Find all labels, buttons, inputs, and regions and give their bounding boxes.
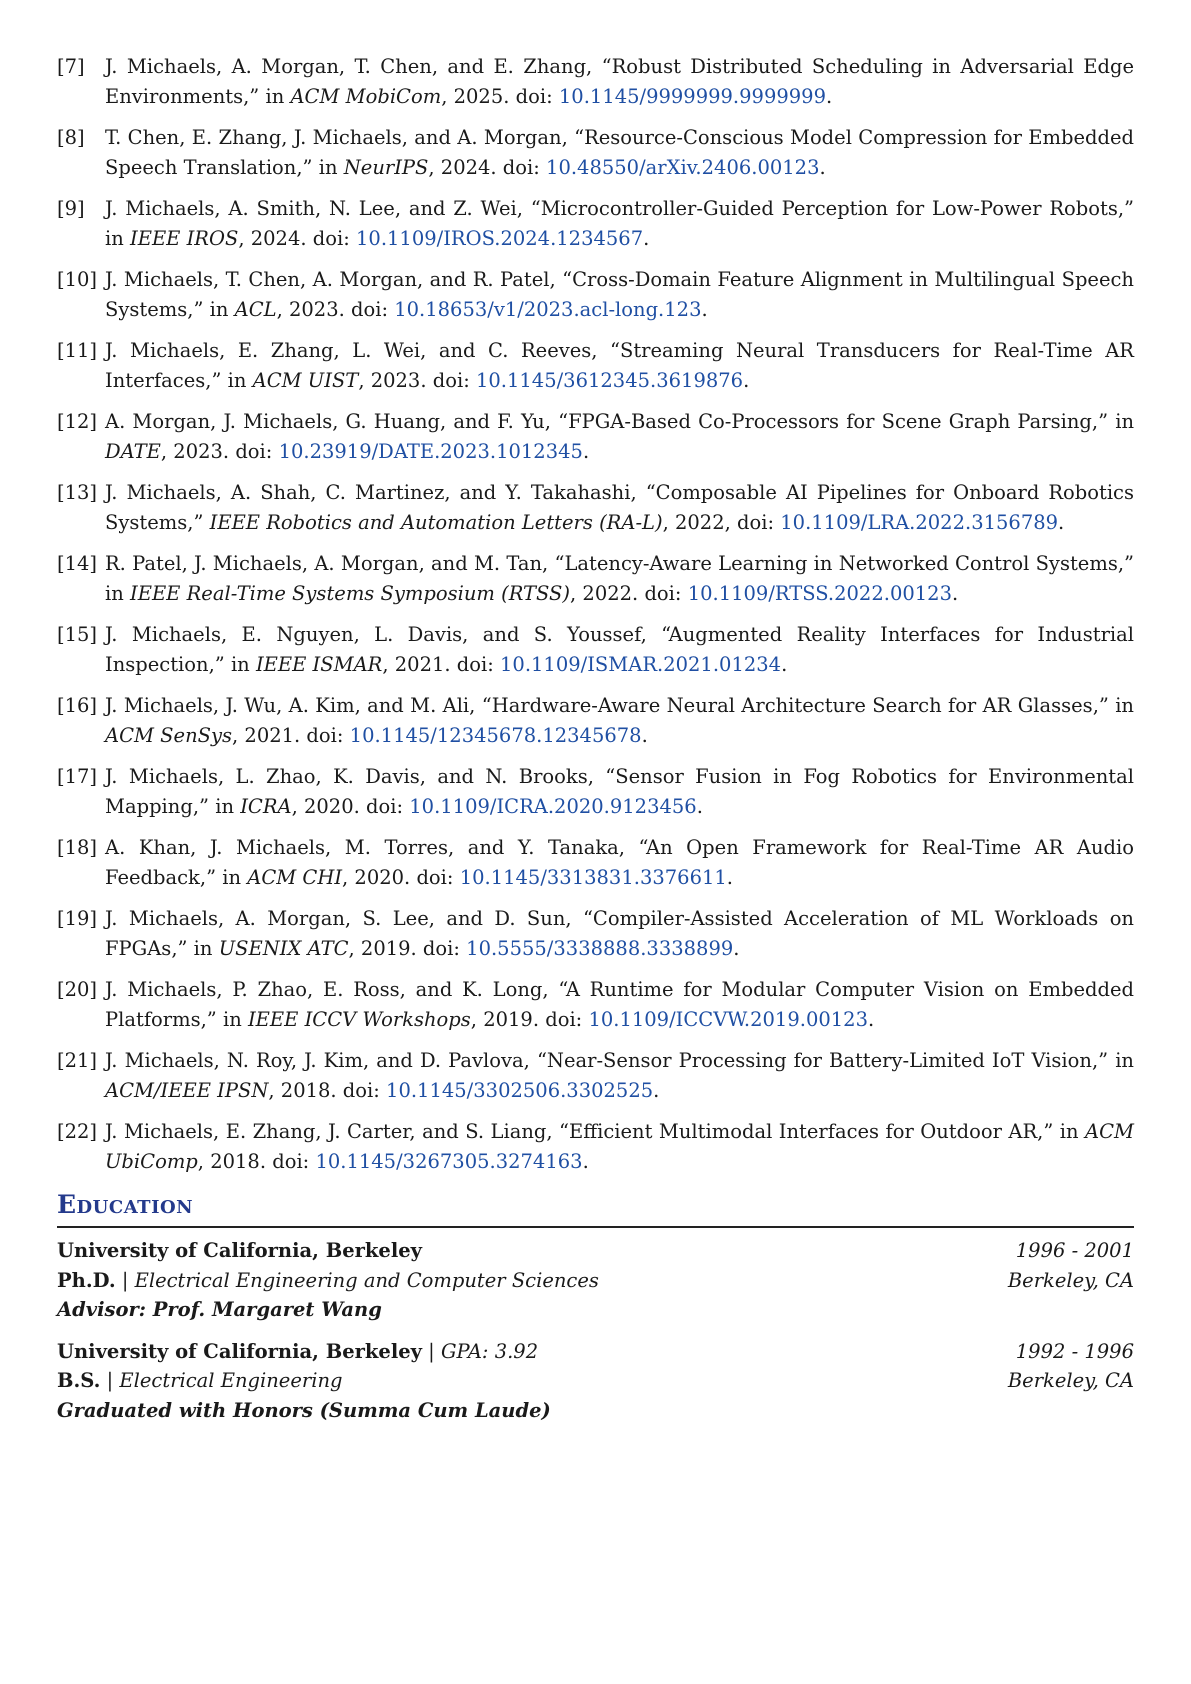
reference-end: . <box>643 226 650 250</box>
reference-text <box>105 1046 1134 1105</box>
reference-venue: ACL <box>234 297 277 321</box>
reference-item <box>57 833 1134 892</box>
reference-authors: J. Michaels, A. Morgan, T. Chen, and E. Zhang, <box>105 55 602 78</box>
reference-venue: IEEE Real-Time Systems Symposium (RTSS) <box>130 581 571 605</box>
reference-year: , 2023. doi: <box>160 439 279 463</box>
reference-number: [8] <box>57 126 85 149</box>
reference-authors: J. Michaels, T. Chen, A. Morgan, and R. Patel, <box>105 268 563 291</box>
doi-link[interactable]: 10.1109/RTSS.2022.00123 <box>687 581 952 605</box>
doi-link[interactable]: 10.1109/ICRA.2020.9123456 <box>409 794 697 818</box>
gpa: GPA: 3.92 <box>440 1339 539 1363</box>
doi-link[interactable]: 10.48550/arXiv.2406.00123 <box>546 155 820 179</box>
reference-venue: ACM CHI <box>247 865 343 889</box>
reference-year: , 2020. doi: <box>342 865 460 889</box>
reference-text <box>105 549 1134 608</box>
reference-title: “FPGA-Based Co-Processors for Scene Graph Parsing,” in <box>558 410 1134 433</box>
doi-link[interactable]: 10.1145/3267305.3274163 <box>315 1149 583 1173</box>
reference-number: [11] <box>57 339 98 362</box>
reference-title: “Cross-Domain Feature Alignment in Multilingual Speech Systems,” in <box>105 268 1134 321</box>
reference-end: . <box>582 439 590 463</box>
reference-text <box>105 1117 1134 1176</box>
reference-venue: ACM UIST <box>252 368 359 392</box>
reference-end: . <box>1058 510 1065 534</box>
reference-end: . <box>819 155 826 179</box>
reference-text <box>105 52 1134 111</box>
reference-year: , 2024. doi: <box>428 155 547 179</box>
reference-year: , 2025. doi: <box>441 84 559 108</box>
reference-venue: ICRA <box>240 794 292 818</box>
reference-year: , 2020. doi: <box>291 794 410 818</box>
reference-venue: ACM SenSys <box>105 723 233 747</box>
doi-link[interactable]: 10.1109/ICCVW.2019.00123 <box>588 1007 868 1031</box>
reference-authors: A. Morgan, J. Michaels, G. Huang, and F. Yu, <box>105 410 559 433</box>
reference-title: “Resource-Conscious Model Compression for Embedded Speech Translation,” in <box>105 126 1134 179</box>
doi-link[interactable]: 10.1145/12345678.12345678 <box>349 723 642 747</box>
reference-text <box>105 407 1134 466</box>
reference-year: , 2019. doi: <box>348 936 467 960</box>
doi-link[interactable]: 10.1109/IROS.2024.1234567 <box>356 226 644 250</box>
doi-link[interactable]: 10.23919/DATE.2023.1012345 <box>278 439 583 463</box>
education-list <box>57 1236 1134 1425</box>
reference-text <box>105 265 1134 324</box>
education-heading: Education <box>57 1188 1134 1228</box>
reference-title: “An Open Framework for Real-Time AR Audio Feedback,” in <box>105 836 1134 889</box>
reference-item <box>57 407 1134 466</box>
education-dates: 1992 - 1996 <box>1015 1339 1134 1363</box>
reference-item <box>57 52 1134 111</box>
reference-item <box>57 1046 1134 1105</box>
reference-year: , 2022, doi: <box>662 510 781 534</box>
reference-number: [15] <box>57 623 98 646</box>
reference-authors: A. Khan, J. Michaels, M. Torres, and Y. Tanaka, <box>105 836 639 859</box>
reference-authors: J. Michaels, A. Morgan, S. Lee, and D. Sun, <box>105 907 583 930</box>
education-location: Berkeley, CA <box>1007 1369 1134 1392</box>
reference-authors: J. Michaels, N. Roy, J. Kim, and D. Pavlova, <box>105 1049 537 1072</box>
reference-title: “Microcontroller-Guided Perception for Low-Power Robots,” in <box>105 197 1134 250</box>
reference-text <box>105 762 1134 821</box>
reference-number: [21] <box>57 1049 98 1072</box>
reference-title: “Sensor Fusion in Fog Robotics for Environmental Mapping,” in <box>105 765 1134 818</box>
reference-venue: ACM UbiComp <box>105 1120 1134 1173</box>
reference-venue: DATE <box>105 439 161 463</box>
reference-end: . <box>701 297 708 321</box>
reference-end: . <box>653 1078 660 1102</box>
reference-title: “Near-Sensor Processing for Battery-Limited IoT Vision,” in <box>536 1049 1134 1072</box>
reference-number: [20] <box>57 978 98 1001</box>
doi-link[interactable]: 10.1145/3313831.3376611 <box>459 865 727 889</box>
reference-number: [16] <box>57 694 98 717</box>
education-note: Advisor: Prof. Margaret Wang <box>57 1298 382 1321</box>
reference-venue: USENIX ATC <box>218 936 349 960</box>
reference-title: “Robust Distributed Scheduling in Adversarial Edge Environments,” in <box>105 55 1134 108</box>
reference-text <box>105 478 1134 537</box>
reference-venue: IEEE Robotics and Automation Letters (RA-L) <box>209 510 663 534</box>
reference-text <box>105 691 1134 750</box>
doi-link[interactable]: 10.1145/3612345.3619876 <box>475 368 744 392</box>
reference-text <box>105 833 1134 892</box>
reference-end: . <box>781 652 788 676</box>
reference-year: , 2024. doi: <box>238 226 356 250</box>
reference-authors: J. Michaels, P. Zhao, E. Ross, and K. Long, <box>105 978 559 1001</box>
reference-item <box>57 904 1134 963</box>
reference-number: [7] <box>57 55 85 78</box>
reference-number: [18] <box>57 836 98 859</box>
reference-year: , 2018. doi: <box>197 1149 316 1173</box>
degree: B.S. <box>57 1369 101 1392</box>
reference-text <box>105 123 1134 182</box>
degree-field: Electrical Engineering and Computer Sciences <box>134 1268 599 1292</box>
doi-link[interactable]: 10.1109/LRA.2022.3156789 <box>780 510 1059 534</box>
school-name: University of California, Berkeley <box>57 1239 422 1262</box>
school-name: University of California, Berkeley <box>57 1339 422 1363</box>
reference-end: . <box>641 723 648 747</box>
reference-year: , 2022. doi: <box>570 581 688 605</box>
reference-text <box>105 194 1134 253</box>
education-entry: University of California, Berkeley 1996 - 2001 Ph.D. | Electrical Engineering and Computer Sciences Berkeley, CA Advisor: Prof. Margaret Wang <box>57 1236 1134 1325</box>
reference-item <box>57 478 1134 537</box>
reference-item <box>57 620 1134 679</box>
reference-title: “Hardware-Aware Neural Architecture Search for AR Glasses,” in <box>481 694 1134 717</box>
reference-number: [17] <box>57 765 98 788</box>
degree-field: Electrical Engineering <box>119 1369 343 1392</box>
reference-title: “Streaming Neural Transducers for Real-Time AR Interfaces,” in <box>105 339 1134 392</box>
reference-authors: J. Michaels, A. Shah, C. Martinez, and Y. Takahashi, <box>105 481 646 504</box>
reference-text <box>105 975 1134 1034</box>
reference-number: [22] <box>57 1120 98 1143</box>
doi-link[interactable]: 10.1145/3302506.3302525 <box>386 1078 654 1102</box>
education-location: Berkeley, CA <box>1007 1268 1134 1292</box>
reference-end: . <box>867 1007 875 1031</box>
doi-link[interactable]: 10.18653/v1/2023.acl-long.123 <box>394 297 702 321</box>
reference-number: [12] <box>57 410 98 433</box>
education-dates: 1996 - 2001 <box>1015 1239 1134 1262</box>
reference-text <box>105 904 1134 963</box>
education-entry: University of California, Berkeley | GPA: 3.92 1992 - 1996 B.S. | Electrical Engineering Berkeley, CA Graduated with Honors (Summa Cum Laude) <box>57 1337 1134 1426</box>
reference-item <box>57 762 1134 821</box>
reference-authors: J. Michaels, J. Wu, A. Kim, and M. Ali, <box>105 694 482 717</box>
reference-authors: J. Michaels, E. Zhang, L. Wei, and C. Reeves, <box>105 339 611 362</box>
reference-year: , 2021. doi: <box>232 723 350 747</box>
reference-title: “Efficient Multimodal Interfaces for Outdoor AR,” in <box>559 1120 1086 1143</box>
doi-link[interactable]: 10.1109/ISMAR.2021.01234 <box>500 652 782 676</box>
reference-item <box>57 549 1134 608</box>
reference-text <box>105 620 1134 679</box>
reference-number: [19] <box>57 907 98 930</box>
reference-title: “Latency-Aware Learning in Networked Control Systems,” in <box>105 552 1134 605</box>
reference-item <box>57 123 1134 182</box>
reference-venue: IEEE ISMAR <box>255 652 383 676</box>
reference-number: [13] <box>57 481 98 504</box>
reference-year: , 2023. doi: <box>276 297 395 321</box>
reference-venue: ACM MobiCom <box>290 84 442 108</box>
publication-list <box>57 52 1134 1176</box>
doi-link[interactable]: 10.1145/9999999.9999999 <box>558 84 826 108</box>
reference-authors: J. Michaels, L. Zhao, K. Davis, and N. Brooks, <box>105 765 606 788</box>
reference-number: [9] <box>57 197 85 220</box>
reference-end: . <box>951 581 959 605</box>
reference-item <box>57 265 1134 324</box>
reference-year: , 2019. doi: <box>470 1007 589 1031</box>
reference-venue: ACM/IEEE IPSN <box>105 1078 269 1102</box>
reference-end: . <box>743 368 750 392</box>
degree: Ph.D. <box>57 1268 116 1292</box>
reference-authors: J. Michaels, E. Zhang, J. Carter, and S. Liang, <box>105 1120 560 1143</box>
reference-title: “Augmented Reality Interfaces for Industrial Inspection,” in <box>105 623 1134 676</box>
reference-item <box>57 975 1134 1034</box>
reference-year: , 2018. doi: <box>268 1078 387 1102</box>
reference-venue: NeurIPS <box>343 155 429 179</box>
reference-authors: J. Michaels, A. Smith, N. Lee, and Z. Wei, <box>105 197 531 220</box>
reference-item <box>57 336 1134 395</box>
reference-title: “Compiler-Assisted Acceleration of ML Workloads on FPGAs,” in <box>105 907 1134 960</box>
reference-year: , 2021. doi: <box>382 652 501 676</box>
reference-year: , 2023. doi: <box>358 368 476 392</box>
reference-item <box>57 1117 1134 1176</box>
doi-link[interactable]: 10.5555/3338888.3338899 <box>466 936 734 960</box>
reference-title: “Composable AI Pipelines for Onboard Robotics Systems,” <box>105 481 1134 534</box>
reference-venue: IEEE IROS <box>130 226 239 250</box>
reference-item <box>57 691 1134 750</box>
reference-venue: IEEE ICCV Workshops <box>247 1007 471 1031</box>
reference-number: [10] <box>57 268 98 291</box>
reference-text <box>105 336 1134 395</box>
reference-authors: T. Chen, E. Zhang, J. Michaels, and A. Morgan, <box>105 126 575 149</box>
reference-end: . <box>733 936 740 960</box>
reference-end: . <box>726 865 733 889</box>
education-note: Graduated with Honors (Summa Cum Laude) <box>57 1398 551 1422</box>
reference-end: . <box>582 1149 589 1173</box>
reference-number: [14] <box>57 552 98 575</box>
reference-item <box>57 194 1134 253</box>
reference-authors: J. Michaels, E. Nguyen, L. Davis, and S. Youssef, <box>105 623 662 646</box>
reference-end: . <box>825 84 833 108</box>
reference-title: “A Runtime for Modular Computer Vision on Embedded Platforms,” in <box>105 978 1134 1031</box>
reference-authors: R. Patel, J. Michaels, A. Morgan, and M. Tan, <box>105 552 555 575</box>
reference-end: . <box>696 794 703 818</box>
